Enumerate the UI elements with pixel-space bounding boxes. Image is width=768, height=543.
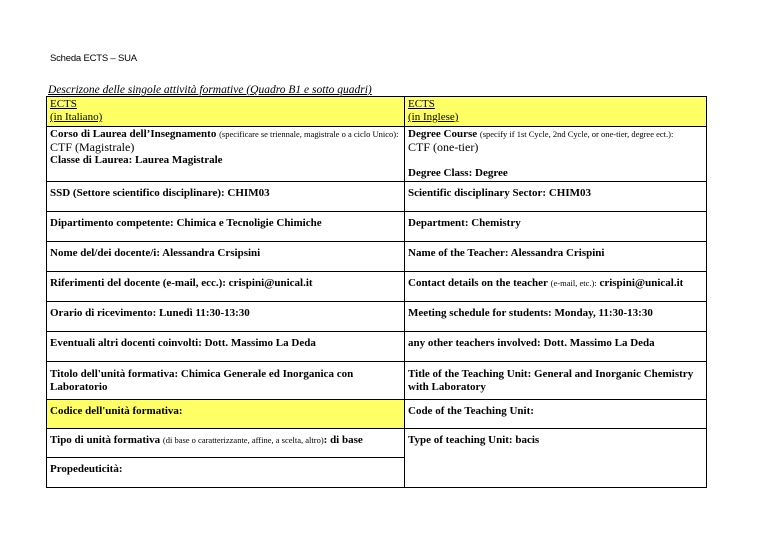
other-teachers-row (47, 332, 707, 362)
unit-type-value-it: : di base (323, 434, 363, 446)
unit-title-cell-it: Titolo dell'unità formativa: Chimica Generale ed Inorganica con Laboratorio (47, 362, 405, 400)
department-cell-en: Department: Chemistry (405, 212, 707, 242)
table-header-row (47, 97, 707, 127)
unit-type-row (47, 429, 707, 458)
unit-code-cell-en: Code of the Teaching Unit: (405, 400, 707, 429)
contact-cell-it: Riferimenti del docente (e-mail, ecc.): crispini@unical.it (47, 272, 405, 302)
unit-type-cell-en: Type of teaching Unit: bacis (405, 429, 707, 488)
ects-english-label: ECTS (408, 98, 435, 110)
department-cell-it: Dipartimento competente: Chimica e Tecnoligie Chimiche (47, 212, 405, 242)
course-note-it: (specificare se triennale, magistrale o a ciclo Unico): (219, 129, 399, 139)
contact-label-en: Contact details on the teacher (408, 277, 548, 289)
ects-italian-sublabel: (in Italiano) (50, 111, 103, 123)
course-value-it: CTF (Magistrale) (50, 140, 135, 154)
contact-value-en: crispini@unical.it (599, 277, 684, 289)
ects-english-header-cell (405, 97, 707, 127)
course-label-it: Corso di Laurea dell’Insegnamento (50, 128, 217, 140)
teacher-cell-it: Nome del/dei docente/i: Alessandra Crsipsini (47, 242, 405, 272)
office-hours-cell-it: Orario di ricevimento: Lunedì 11:30-13:30 (47, 302, 405, 332)
ects-italian-header-cell (47, 97, 405, 127)
course-cell-it (47, 127, 405, 182)
teacher-cell-en: Name of the Teacher: Alessandra Crispini (405, 242, 707, 272)
course-value-en: CTF (one-tier) (408, 140, 479, 154)
course-note-en: (specify if 1st Cycle, 2nd Cycle, or one-tier, degree ect.): (479, 129, 674, 139)
degree-class-it: Classe di Laurea: Laurea Magistrale (50, 154, 223, 166)
other-teachers-cell-it: Eventuali altri docenti coinvolti: Dott. Massimo La Deda (47, 332, 405, 362)
office-hours-cell-en: Meeting schedule for students: Monday, 11:30-13:30 (405, 302, 707, 332)
contact-note-en: (e-mail, etc.): (550, 278, 597, 288)
unit-title-row (47, 362, 707, 400)
ects-english-sublabel: (in Inglese) (408, 111, 459, 123)
course-row (47, 127, 707, 182)
course-cell-en (405, 127, 707, 182)
unit-type-note-it: (di base o caratterizzante, affine, a scelta, altro) (162, 435, 324, 445)
teacher-row (47, 242, 707, 272)
office-hours-row (47, 302, 707, 332)
contact-cell-en (405, 272, 707, 302)
unit-title-cell-en: Title of the Teaching Unit: General and Inorganic Chemistry with Laboratory (405, 362, 707, 400)
contact-row (47, 272, 707, 302)
unit-code-row (47, 400, 707, 429)
course-label-en: Degree Course (408, 128, 478, 140)
other-teachers-cell-en: any other teachers involved: Dott. Massimo La Deda (405, 332, 707, 362)
page-header-title: Scheda ECTS – SUA (50, 53, 137, 64)
unit-type-label-it: Tipo di unità formativa (50, 434, 161, 446)
section-subtitle: Descrizone delle singole attività formative (Quadro B1 e sotto quadri) (48, 84, 372, 96)
unit-code-cell-it: Codice dell'unità formativa: (47, 400, 405, 429)
ects-table (46, 96, 707, 488)
ects-italian-label: ECTS (50, 98, 77, 110)
department-row (47, 212, 707, 242)
degree-class-en: Degree Class: Degree (408, 167, 508, 179)
unit-type-cell-it (47, 429, 405, 458)
ssd-cell-en: Scientific disciplinary Sector: CHIM03 (405, 182, 707, 212)
ssd-row (47, 182, 707, 212)
ssd-cell-it: SSD (Settore scientifico disciplinare): CHIM03 (47, 182, 405, 212)
prerequisites-cell-it: Propedeuticità: (47, 458, 405, 488)
